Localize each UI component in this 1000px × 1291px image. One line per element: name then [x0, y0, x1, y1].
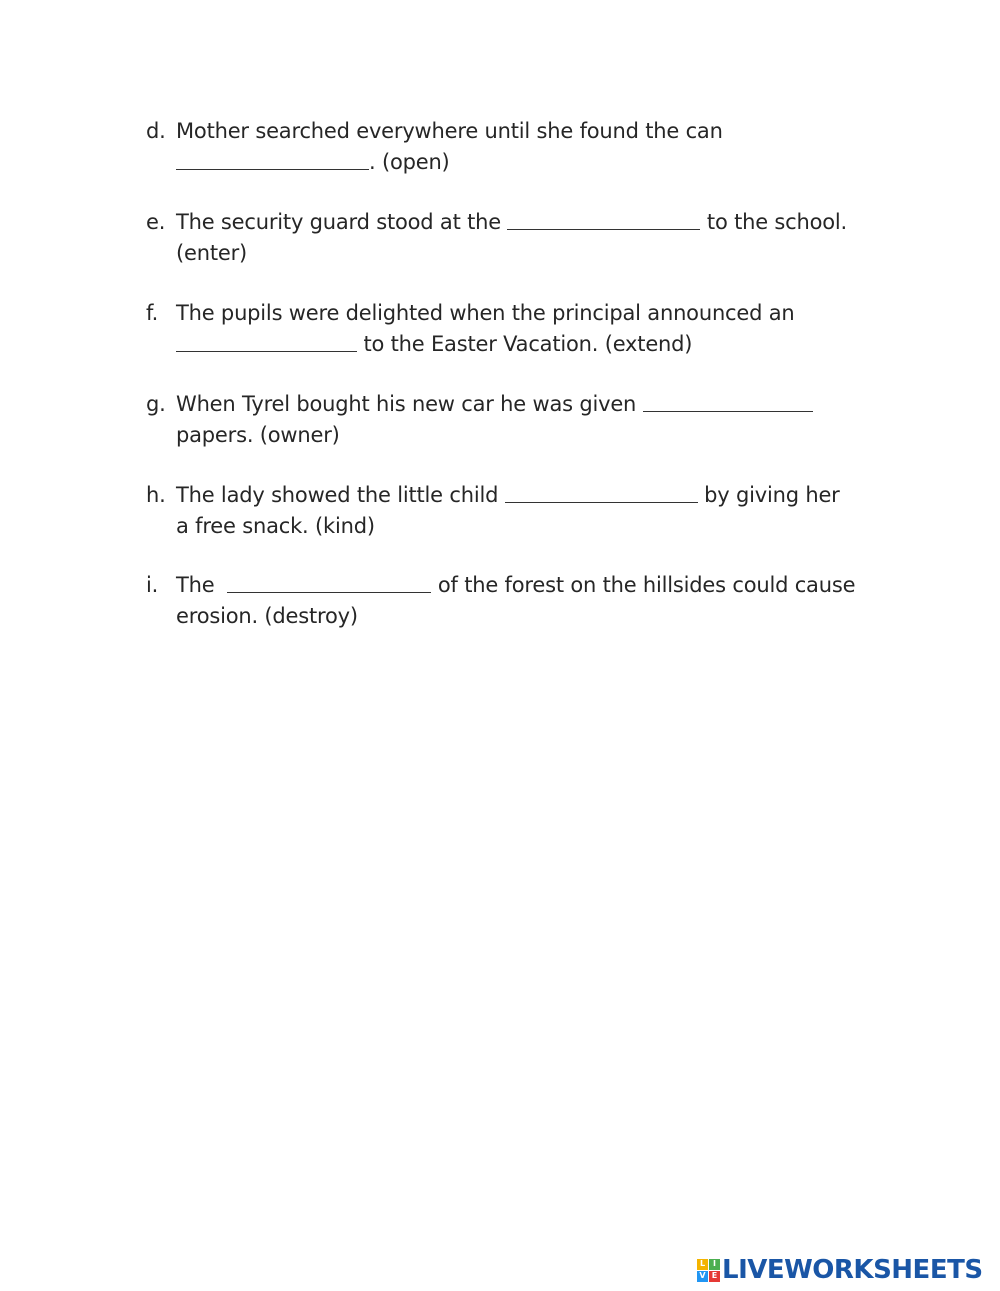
question-g [146, 389, 906, 451]
question-f [146, 298, 906, 360]
answer-blank[interactable] [227, 572, 431, 593]
logo-icon [697, 1259, 720, 1282]
question-text: (enter) [176, 241, 248, 265]
question-line [176, 147, 450, 177]
question-text: . (open) [369, 150, 450, 174]
question-line [176, 329, 692, 359]
question-line [176, 389, 813, 419]
answer-blank[interactable] [505, 482, 698, 503]
brand-name: LIVEWORKSHEETS [722, 1255, 983, 1285]
question-text: The pupils were delighted when the principal announced an [176, 301, 795, 325]
answer-blank[interactable] [643, 391, 813, 412]
question-text: papers. (owner) [176, 423, 340, 447]
question-text: erosion. (destroy) [176, 604, 358, 628]
question-letter: e. [146, 210, 166, 234]
question-text: The security guard stood at the [176, 210, 508, 234]
question-text: The lady showed the little child [176, 483, 505, 507]
question-letter: f. [146, 301, 159, 325]
answer-blank[interactable] [507, 209, 700, 230]
question-d [146, 116, 906, 178]
question-line [176, 601, 358, 631]
question-text: to the school. [700, 210, 848, 234]
question-line [176, 207, 847, 237]
question-text: The [176, 573, 228, 597]
question-line [176, 238, 247, 268]
question-line [176, 511, 375, 541]
question-text: of the forest on the hillsides could cause [431, 573, 856, 597]
logo-tile: E [709, 1271, 720, 1282]
question-line [176, 420, 340, 450]
logo-tile: V [697, 1271, 708, 1282]
question-letter: h. [146, 483, 166, 507]
question-h [146, 480, 906, 542]
question-letter: g. [146, 392, 166, 416]
question-text: to the Easter Vacation. (extend) [357, 332, 693, 356]
question-letter: d. [146, 119, 166, 143]
question-text: a free snack. (kind) [176, 514, 375, 538]
question-i [146, 570, 906, 632]
question-line [176, 298, 795, 328]
question-text: When Tyrel bought his new car he was given [176, 392, 643, 416]
question-line [176, 570, 855, 600]
answer-blank[interactable] [176, 331, 357, 352]
logo-tile: L [697, 1259, 708, 1270]
question-letter: i. [146, 573, 159, 597]
question-line [176, 480, 840, 510]
question-e [146, 207, 906, 269]
question-text: by giving her [697, 483, 840, 507]
liveworksheets-logo [697, 1255, 983, 1285]
answer-blank[interactable] [176, 149, 369, 170]
logo-tile: I [709, 1259, 720, 1270]
question-text: Mother searched everywhere until she found the can [176, 119, 723, 143]
question-line [176, 116, 723, 146]
